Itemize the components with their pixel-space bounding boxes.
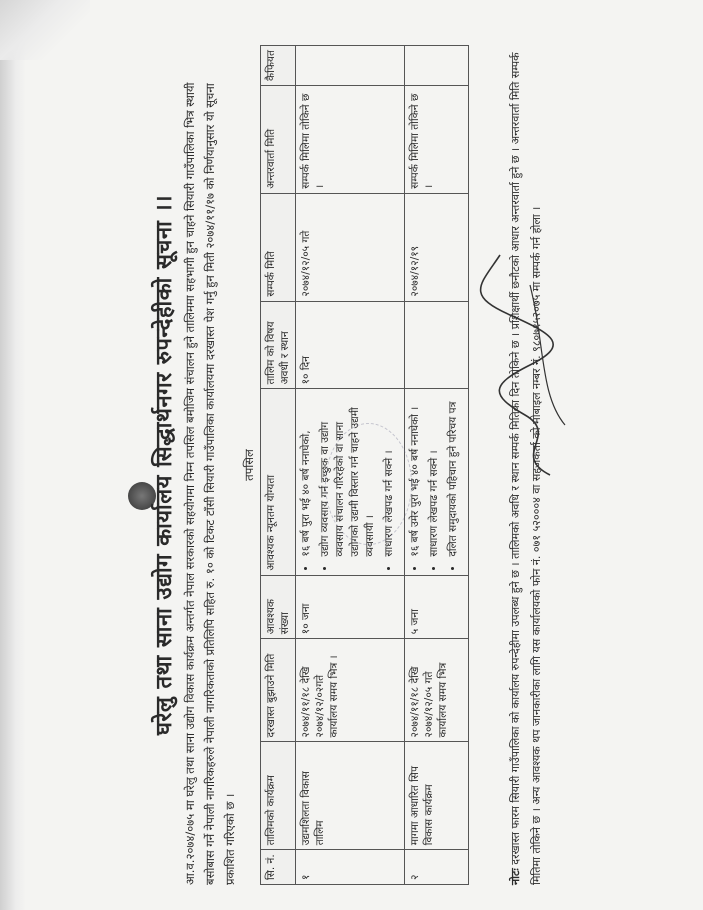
- requirement-item: • साधारण लेखपढ गर्न सक्ने ।: [382, 393, 397, 556]
- cell-interview: सम्पर्क मिलिमा तोकिने छ ।: [296, 85, 405, 193]
- table-row: [405, 46, 469, 885]
- requirement-item: • दलित समुदायको पहिचान हुने परिचय पत्र: [446, 393, 461, 556]
- cell-contact: २०७४/१२/१९: [405, 193, 469, 301]
- col-header-requirements: आवश्यक न्यूनतम योग्यता: [261, 389, 296, 575]
- col-header-date: दरखास्त बुझाउने मिति: [261, 639, 296, 742]
- cell-remarks: [405, 46, 469, 86]
- requirement-item: • साधारण लेखपढ गर्न सक्ने ।: [427, 393, 442, 556]
- col-header-program: तालिमको कार्यक्रम: [261, 742, 296, 850]
- cell-remarks: [296, 46, 405, 86]
- col-header-remarks: कैफियत: [261, 46, 296, 86]
- signature: [470, 245, 570, 485]
- cell-duration: १० दिन: [296, 301, 405, 389]
- col-header-count: आवश्यक संख्या: [261, 575, 296, 639]
- table-header-row: [261, 46, 296, 885]
- note-text: दरखास्त फारम सियारी गाउँपालिका को कार्यालय रुपन्देहीमा उपलब्ध हुने छ । तालिमको अवधि र स्थान सम्पर्क मितिका दिन तोकिने छ । प्रशिक्षार्थी छनौटको आधार अन्तरवार्ता हुने छ । अन्तरवार्ता मिति सम्पर्क मितिमा तोकिने छ । अन्य आवश्यक थप जानकारीका लागि यस कार्यालयको फोन नं. ०७१ ५२०००४ वा सहजकर्ता को मोबाइल नम्बर नं. ९८०७१५२०७५ मा सम्पर्क गर्न होला ।: [509, 52, 543, 885]
- note-label: नोटः: [509, 868, 522, 885]
- cell-interview: सम्पर्क मिलिमा तोकिने छ ।: [405, 85, 469, 193]
- requirement-item: • १६ बर्ष उमेर पुरा भई ४० बर्ष ननाघेको ।: [408, 393, 423, 556]
- cell-sn: २: [405, 850, 469, 885]
- cell-date: २०७४/११/१८ देखि २०७४/१२/०२गते कार्यालय समय भित्र ।: [296, 639, 405, 742]
- cell-count: १० जना: [296, 575, 405, 639]
- table-label: तपसिल: [242, 449, 256, 481]
- cell-duration: [405, 301, 469, 389]
- requirement-item: • १६ बर्ष पुरा भई ४० बर्ष ननाघेको,: [299, 393, 314, 556]
- col-header-duration: तालिम को विषय अवधी र स्थान: [261, 301, 296, 389]
- cell-count: ५ जना: [405, 575, 469, 639]
- page-edge-shadow: [0, 0, 26, 910]
- paper-fold: [0, 0, 90, 60]
- col-header-interview: अन्तरवार्ता मिति: [261, 85, 296, 193]
- office-stamp: [325, 423, 412, 545]
- cell-requirements: [405, 389, 469, 575]
- notice-intro: आ.व.२०७४/०७५ मा घरेलु तथा साना उद्योग विकास कार्यक्रम अन्तर्गत नेपाल सरकारको सहयोगमा निम्न तपसिल बमोजिम संचालन हुने तालिममा सहभागी हुन चाहने सियारी गाउँपालिका भित्र स्थायी बसोबास गर्ने नेपाली नागरिकहरुले नेपाली नागरिकताको प्रतिलिपि सहित रु. १० को टिकट टाँसी सियारी गाउँपालिका कार्यालयमा दरखास्त पेश गर्नु हुन मिती २०७४/११/१७ को निर्णयानुसार यो सूचना प्रकाशित गरिएको छ ।: [183, 82, 237, 885]
- col-header-sn: सि. नं.: [261, 850, 296, 885]
- notice-title: घरेलु तथा साना उद्योग कार्यालय सिद्धार्थनगर रुपन्देहीको सूचना ।।: [152, 194, 177, 736]
- col-header-contact: सम्पर्क मिति: [261, 193, 296, 301]
- requirement-item: • उद्योग व्यवसाय गर्न इच्छुक वा उद्योग व्यवसाय संचालन गरिरहेको वा साना उद्योगको उद्यमी विस्तार गर्न चाहने उद्यमी व्यवसायी ।: [318, 393, 378, 556]
- cell-date: २०७४/११/१८ देखि २०७४/१२/०५ गते कार्यालय समय भित्र: [405, 639, 469, 742]
- cell-program: उद्यमशिलता विकास तालिम: [296, 742, 405, 850]
- cell-contact: २०७४/१२/०५ गते: [296, 193, 405, 301]
- cell-sn: १: [296, 850, 405, 885]
- cell-program: मागमा आधारित सिप विकास कार्यक्रम: [405, 742, 469, 850]
- rotated-document: [120, 25, 590, 905]
